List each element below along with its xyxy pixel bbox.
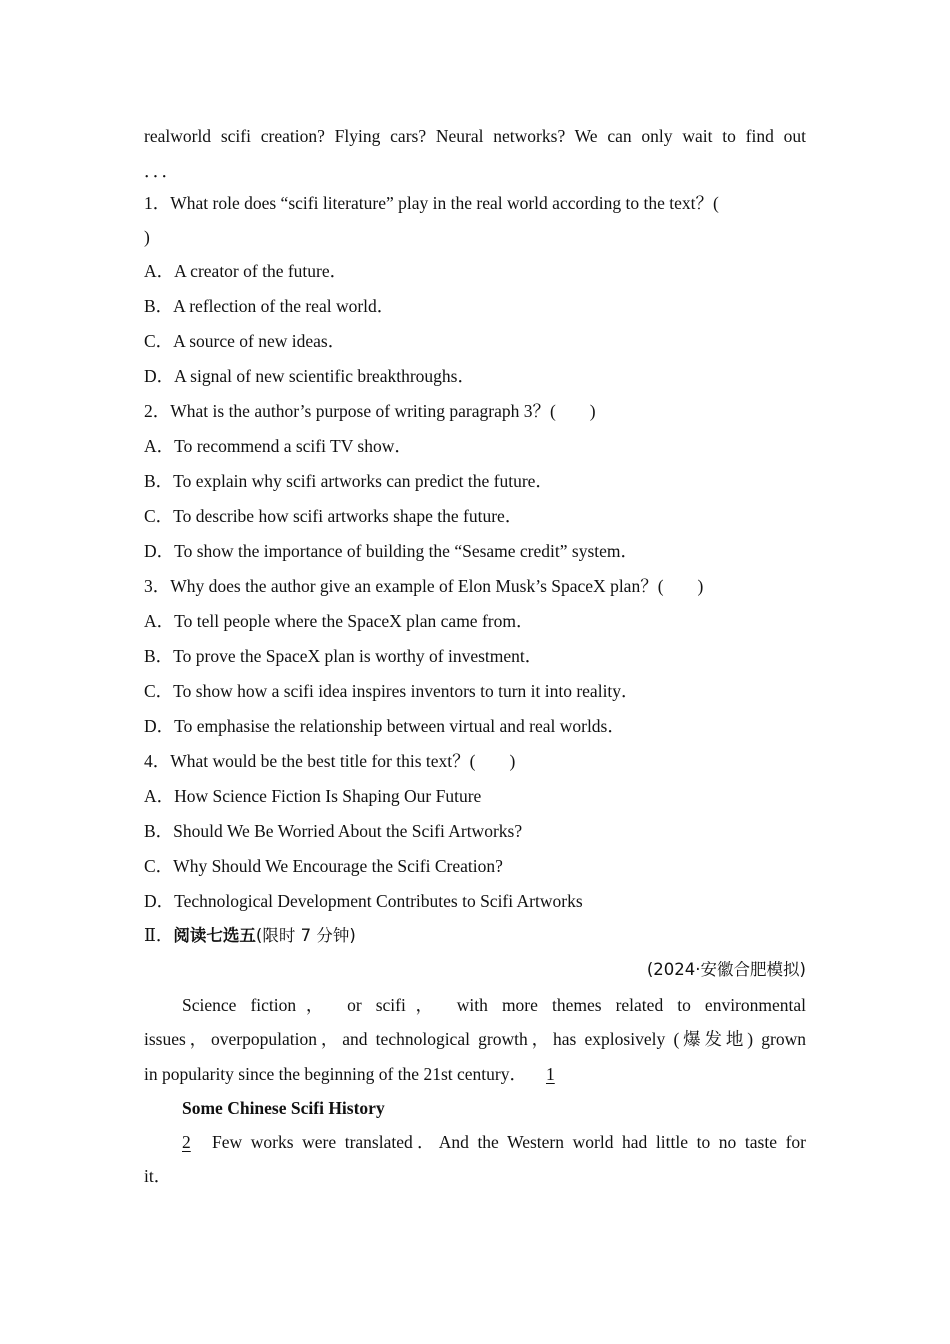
question-3-option-b: B．To prove the SpaceX plan is worthy of investment． [144,646,543,666]
question-3-answer-paren: ) [697,576,704,596]
passage-line-with-blank [144,1063,569,1085]
section-title: 阅读七选五 [173,926,256,945]
question-1-option-a: A．A creator of the future． [144,261,348,281]
question-3-option-a: A．To tell people where the SpaceX plan came from． [144,611,534,631]
question-1-option-b: B．A reflection of the real world． [144,296,395,316]
question-3-option-d: D．To emphasise the relationship between virtual and real worlds． [144,716,625,736]
question-3-stem [144,575,703,597]
question-4-answer-paren: ) [509,751,516,771]
question-3-option-c: C．To show how a scifi idea inspires inventors to turn it into reality． [144,681,639,701]
source-note: (2024·安徽合肥模拟) [646,960,806,979]
question-2-option-b: B．To explain why scifi artworks can predict the future． [144,471,553,491]
question-2-stem-text: 2．What is the author’s purpose of writing paragraph 3？( [144,401,556,421]
question-2-stem [144,400,596,422]
question-2-answer-paren: ) [589,401,596,421]
section-time-limit: (限时 7 分钟) [255,926,356,945]
question-3-stem-text: 3．Why does the author give an example of Elon Musk’s SpaceX plan？( [144,576,664,596]
blank-2[interactable]: 2 [182,1132,191,1152]
question-4-stem-text: 4．What would be the best title for this text？( [144,751,476,771]
intro-text-line: realworld scifi creation? Flying cars? Neural networks? We can only wait to find out [144,126,806,146]
question-2-option-a: A．To recommend a scifi TV show． [144,436,412,456]
section-numeral: Ⅱ． [144,925,174,945]
ellipsis: ．．． [144,161,179,181]
passage-text: in popularity since the beginning of the 21st century． [144,1064,527,1084]
passage-subheading: Some Chinese Scifi History [182,1098,385,1118]
passage-line: it． [144,1166,172,1186]
question-1-option-d: D．A signal of new scientific breakthroughs． [144,366,475,386]
passage-line-with-blank [144,1131,806,1153]
question-4-option-b: B．Should We Be Worried About the Scifi Artworks? [144,821,523,841]
question-4-stem [144,750,515,772]
question-1-stem: 1．What role does “scifi literature” play in the real world according to the text？( [144,193,719,213]
question-2-option-d: D．To show the importance of building the “Sesame credit” system． [144,541,639,561]
question-4-option-a: A．How Science Fiction Is Shaping Our Future [144,786,482,806]
question-4-option-d: D．Technological Development Contributes to Scifi Artworks [144,891,583,911]
question-1-option-c: C．A source of new ideas． [144,331,346,351]
blank-1[interactable]: 1 [545,1064,555,1084]
question-1-stem-end: ) [144,227,150,247]
question-4-option-c: C．Why Should We Encourage the Scifi Creation? [144,856,503,876]
question-2-option-c: C．To describe how scifi artworks shape the future． [144,506,523,526]
section-heading [144,924,356,947]
passage-line: issues，overpopulation，and technological growth，has explosively (爆发地) grown [144,1029,806,1049]
passage-line: Science fiction， or scifi， with more themes related to environmental [182,995,806,1015]
passage-text: Few works were translated．And the Western world had little to no taste for [212,1132,806,1152]
